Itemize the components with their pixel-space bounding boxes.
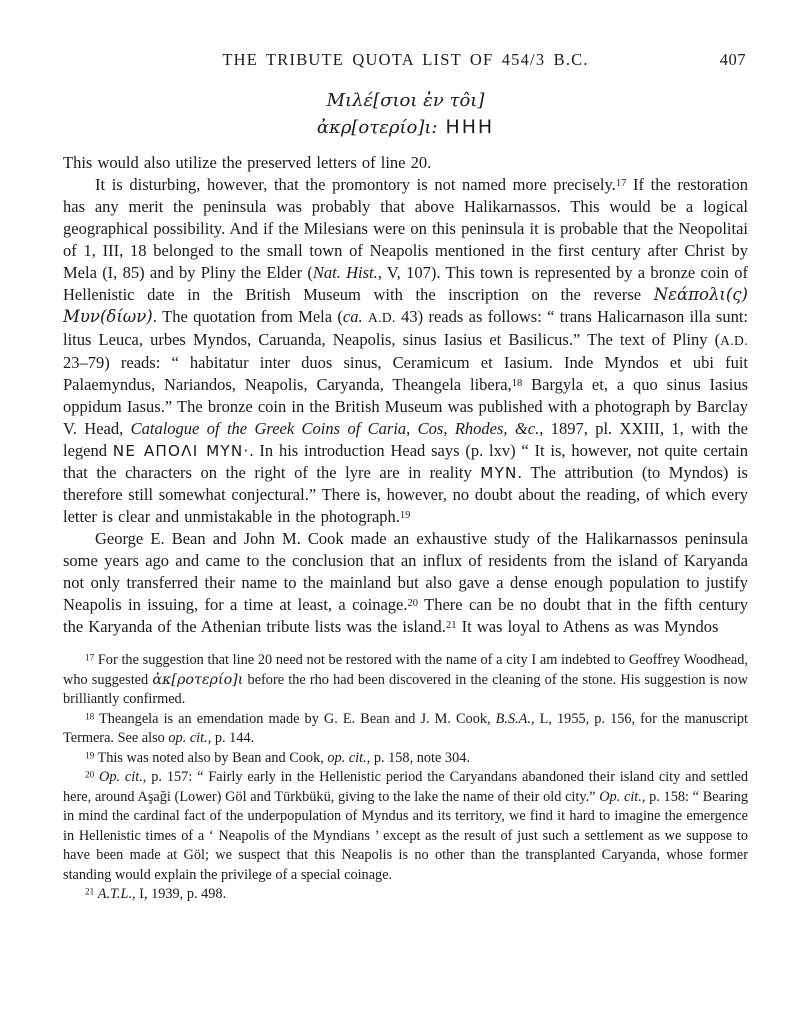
footnote-21: $^{21}$ A.T.L., I, 1939, p. 498. <box>85 886 227 902</box>
footnote-20: $^{20}$ Op. cit., p. 157: “ Fairly early in the Hellenistic period the Caryandans abandoned their island city and settled here, around Aşaği (Lower) Göl and Türkbükü, giving to the lake the name of their old city.” Op. cit., p. 158: “ Bearing in mind the cardinal fact of the underpopulation of Myndus and its territory, we find it hard to imagine the emergence in Hellenistic times of a ‘ Neapolis of the Myndians ’ except as the result of just such a settlement as we suppose to have been made at Göl; we suspect that this Neapolis is no other than the transplanted Caryanda, whose former standing would explain the privilege of a special coinage. <box>63 769 748 883</box>
footnote-17: $^{17}$ For the suggestion that line 20 need not be restored with the name of a city I am indebted to Geoffrey Woodhead, who suggested ἀκ[ροτερίο]ι before the rho had been discovered in the cleaning of the stone. His suggestion is now brilliantly confirmed. <box>63 652 749 707</box>
footnote-19: $^{19}$ This was noted also by Bean and Cook, op. cit., p. 158, note 304. <box>85 749 470 766</box>
epigraph-line-1: Μιλέ[σιοι ἐν τôι] <box>326 90 485 111</box>
footnotes <box>63 651 748 905</box>
body-paragraph-2: It is disturbing, however, that the promontory is not named more precisely.$^{17}$ If the restoration has any merit the peninsula was probably that above Halikarnassos. This would be a logical geographical possibility. And if the Milesians were on this peninsula it is probable that the Neopolitai of 1, III, 18 belonged to the small town of Neapolis mentioned in the first century after Christ by Mela (I, 85) and by Pliny the Elder (Nat. Hist., V, 107). This town is represented by a bronze coin of Hellenistic date in the British Museum with the inscription on the reverse Νεάπολι(ς) Μυν(δίων). The quotation from Mela (ca. A.D. 43) reads as follows: “ trans Halicarnason illa sunt: litus Leuca, urbes Myndos, Caruanda, Neapolis, sinus Iasius et Basilicus.” The text of Pliny (A.D. 23–79) reads: “ habitatur inter duos sinus, Ceramicum et Iasium. Inde Myndos et ubi fuit Palaemyndus, Nariandos, Neapolis, Caryanda, Theangela libera,$^{18}$ Bargyla et, a quo sinus Iasius oppidum Iasus.” The bronze coin in the British Museum was published with a photograph by Barclay V. Head, Catalogue of the Greek Coins of Caria, Cos, Rhodes, &c., 1897, pl. XXIII, 1, with the legend ΝΕ ΑΠΟΛΙ ΜΥΝ·. In his introduction Head says (p. lxv) “ It is, however, not quite certain that the characters on the right of the lyre are in reality ΜΥΝ. The attribution (to Myndos) is therefore still somewhat conjectural.” There is, however, no doubt about the reading, of which every letter is clear and unmistakable in the photograph.$^{19}$ <box>63 175 749 526</box>
footnote-18: $^{18}$ Theangela is an emendation made by G. E. Bean and J. M. Cook, B.S.A., L, 1955, p. 156, for the manuscript Termera. See also op. cit., p. 144. <box>63 710 748 746</box>
text-column <box>63 50 748 905</box>
running-head <box>63 50 748 72</box>
body-paragraph-1: This would also utilize the preserved letters of line 20. <box>63 153 432 172</box>
greek-epigraph <box>63 87 748 141</box>
epigraph-line-2: ἀκρ[οτερίο]ι: ΗΗΗ <box>316 116 495 138</box>
page-title: THE TRIBUTE QUOTA LIST OF 454/3 B.C. <box>222 50 589 69</box>
body-text <box>63 152 748 638</box>
body-paragraph-3: George E. Bean and John M. Cook made an exhaustive study of the Halikarnassos peninsula some years ago and came to the conclusion that an influx of residents from the island of Karyanda not only transferred their name to the mainland but also gave a dense enough population to justify Neapolis in issuing, for a time at least, a coinage.$^{20}$ There can be no doubt that in the fifth century the Karyanda of the Athenian tribute lists was the island.$^{21}$ It was loyal to Athens as was Myndos <box>63 529 748 636</box>
page-number: 407 <box>719 50 746 69</box>
